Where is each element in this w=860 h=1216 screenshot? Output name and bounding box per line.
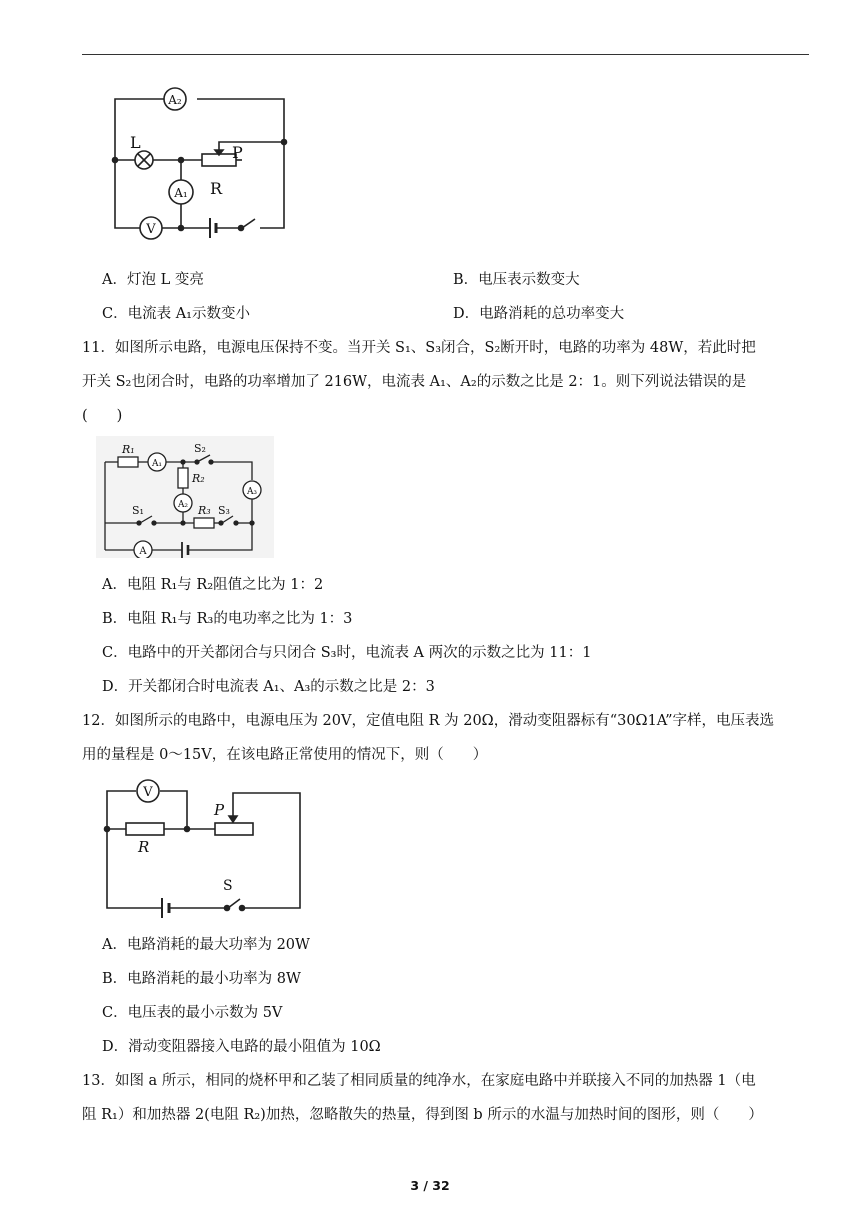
q11-stem-line-3: ( ) <box>82 408 123 424</box>
q11-s1-label: S₁ <box>132 504 144 517</box>
q12-slider-p-label: P <box>214 801 225 819</box>
q12-switch-s-label: S <box>223 878 233 894</box>
q10-option-c: C．电流表 A₁示数变小 <box>102 306 250 322</box>
q10-ammeter-a2-label: A₂ <box>168 93 182 107</box>
q11-option-a: A．电阻 R₁与 R₂阻值之比为 1：2 <box>102 577 324 593</box>
q13-stem-line-1: 13．如图 a 所示，相同的烧杯甲和乙装了相同质量的纯净水，在家庭电路中并联接入不同的加热器 1（电 <box>82 1073 756 1089</box>
q11-option-d: D．开关都闭合时电流表 A₁、A₃的示数之比是 2：3 <box>102 679 435 695</box>
q12-option-b: B．电路消耗的最小功率为 8W <box>102 971 301 987</box>
q11-stem-line-1: 11．如图所示电路，电源电压保持不变。当开关 S₁、S₃闭合，S₂断开时，电路的功率为 48W，若此时把 <box>82 340 756 356</box>
q13-stem-line-2: 阻 R₁）和加热器 2(电阻 R₂)加热，忽略散失的热量，得到图 b 所示的水温与加热时间的图形，则（ ） <box>82 1107 763 1123</box>
q11-stem-line-2: 开关 S₂也闭合时，电路的功率增加了 216W，电流表 A₁、A₂的示数之比是 2：1。则下列说法错误的是 <box>82 374 747 390</box>
header-rule <box>82 54 809 55</box>
q11-s2-label: S₂ <box>194 442 206 455</box>
q10-ammeter-a1-label: A₁ <box>174 186 188 200</box>
q10-rheostat-r-label: R <box>210 179 223 198</box>
q12-stem-line-2: 用的量程是 0～15V，在该电路正常使用的情况下，则（ ） <box>82 747 488 763</box>
q12-option-c: C．电压表的最小示数为 5V <box>102 1005 283 1021</box>
q10-lamp-label: L <box>130 133 141 152</box>
q11-option-b: B．电阻 R₁与 R₃的电功率之比为 1：3 <box>102 611 353 627</box>
q12-voltmeter-label: V <box>143 785 153 800</box>
q11-s3-label: S₃ <box>218 504 230 517</box>
q11-ammeter-a3-label: A₃ <box>246 487 258 497</box>
q11-option-c: C．电路中的开关都闭合与只闭合 S₃时，电流表 A 两次的示数之比为 11：1 <box>102 645 592 661</box>
q12-stem-line-1: 12．如图所示的电路中，电源电压为 20V，定值电阻 R 为 20Ω，滑动变阻器标有“30Ω1A”字样，电压表选 <box>82 713 775 729</box>
q10-option-a: A．灯泡 L 变亮 <box>102 272 204 288</box>
q11-r1-label: R₁ <box>122 443 135 456</box>
q11-ammeter-a-label: A <box>139 546 147 557</box>
q10-option-b: B．电压表示数变大 <box>453 272 580 288</box>
q12-resistor-r-label: R <box>138 838 150 856</box>
q11-ammeter-a1-label: A₁ <box>151 459 163 469</box>
page-number: 3 / 32 <box>410 1178 450 1193</box>
q11-circuit-figure <box>96 436 274 558</box>
q12-option-d: D．滑动变阻器接入电路的最小阻值为 10Ω <box>102 1039 381 1055</box>
q11-r2-label: R₂ <box>192 472 205 485</box>
q10-voltmeter-label: V <box>146 222 156 237</box>
q10-circuit-figure <box>100 82 300 242</box>
q12-option-a: A．电路消耗的最大功率为 20W <box>102 937 310 953</box>
q10-slider-p-label: P <box>232 143 243 162</box>
q11-ammeter-a2-label: A₂ <box>177 500 189 510</box>
q12-circuit-figure <box>100 778 306 918</box>
q11-r3-label: R₃ <box>198 504 211 517</box>
q10-option-d: D．电路消耗的总功率变大 <box>453 306 625 322</box>
